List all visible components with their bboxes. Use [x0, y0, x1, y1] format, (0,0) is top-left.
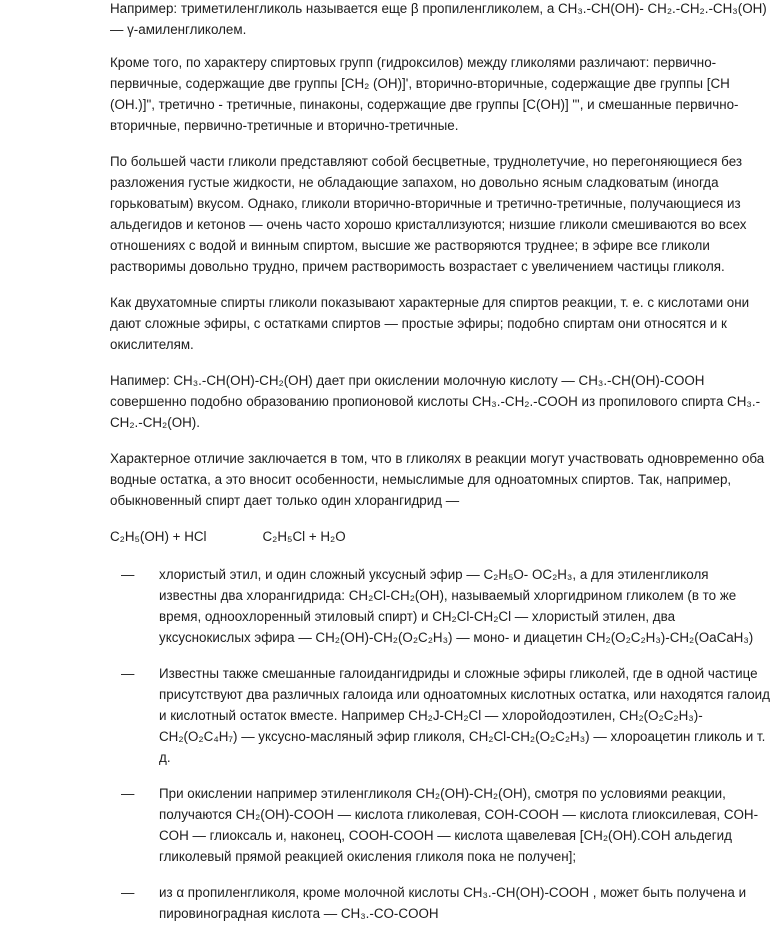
list-item-text: Известны также смешанные галоидангидриды и сложные эфиры гликолей, где в одной частице присутствуют два различных галоида или одноатомных кислотных остатка, или находятся галоид и кислотный остаток вместе. Например CH₂J-CH₂Cl — хлоройодоэтилен, CH₂(O₂C₂H₃)-CH₂(O₂C₄H₇) — уксусно-масляный эфир гликоля, CH₂Cl-CH₂(O₂C₂H₃) — хлороацетин гликоль и т. д. [159, 666, 770, 765]
list-item-text: хлористый этил, и один сложный уксусный эфир — C₂H₅O- OC₂H₃, а для этиленгликоля известны два хлорангидрида: CH₂Cl-CH₂(OH), называемый хлоргидрином гликолем (в то же время, одноохлоренный этиловый спирт) и CH₂Cl-CH₂Cl — хлористый этилен, два уксуснокислых эфира — CH₂(OH)-CH₂(O₂C₂H₃) — моно- и диацетин CH₂(O₂C₂H₃)-CH₂(OaCaH₃) [159, 567, 754, 645]
dash-marker: — [121, 786, 135, 801]
paragraph-trimethylene: Например: триметиленгликоль называется еще β пропиленгликолем, а CH₃.-CH(OH)- CH₂.-CH₂.-CH₃(OH) — γ-амиленгликолем. [110, 1, 767, 37]
paragraph-reactions: Как двухатомные спирты гликоли показывают характерные для спиртов реакции, т. е. с кислотами они дают сложные эфиры, с остатками спиртов — простые эфиры; подобно спиртам они относятся и к окислителям. [110, 295, 750, 352]
reaction-equation [110, 526, 770, 547]
list-item [110, 663, 770, 768]
list-item-text: При окислении например этиленгликоля CH₂(OH)-CH₂(OH), смотря по условиями реакции, получаются CH₂(OH)-COOH — кислота гликолевая, COH-COOH — кислота глиоксилевая, COH-COH — глиоксаль и, наконец, COOH-COOH — кислота щавелевая [CH₂(OH).COH альдегид гликолевый прямой реакцией окисления гликоля пока не получен]; [159, 786, 759, 864]
list-item [110, 564, 770, 648]
document-body [110, 0, 770, 939]
list-item [110, 783, 770, 867]
paragraph-oxidation-example: Напимер: CH₃.-CH(OH)-CH₂(OH) дает при окислении молочную кислоту — CH₃.-CH(OH)-COOH совершенно подобно образованию пропионовой кислоты CH₃.-CH₂.-COOH из пропилового спирта CH₃.-CH₂.-CH₂(OH). [110, 373, 761, 430]
dash-marker: — [121, 885, 135, 900]
paragraph-hydroxyl-classes: Кроме того, по характеру спиртовых групп (гидроксилов) между гликолями различают: первично-первичные, содержащие две группы [CH₂ (OH)]', вторично-вторичные, содержащие две группы [CH (OH.)]", третично - третичные, пинаконы, содержащие две группы [C(OH)] "', и смешанные первично-вторичные, первично-третичные и вторично-третичные. [110, 55, 739, 133]
list-item [110, 882, 770, 924]
equation-left: C₂H₅(OH) + HCl [110, 529, 207, 544]
paragraph-distinction: Характерное отличие заключается в том, что в гликолях в реакции могут участвовать одновременно оба водные остатка, а это вносит особенности, немыслимые для одноатомных спиртов. Так, например, обыкновенный спирт дает только один хлорангидрид — [110, 451, 765, 508]
dash-marker: — [121, 666, 135, 681]
dash-marker: — [121, 567, 135, 582]
paragraph-physical-properties: По большей части гликоли представляют собой бесцветные, труднолетучие, но перегоняющиеся без разложения густые жидкости, не обладающие запахом, но довольно ясным сладковатым (иногда горьковатым) вкусом. Однако, гликоли вторично-вторичные и третично-третичные, получающиеся из альдегидов и кетонов — очень часто хорошо кристаллизуются; низшие гликоли смешиваются во всех отношениях с водой и винным спиртом, высшие же растворяются труднее; в эфире все гликоли растворимы довольно трудно, причем растворимость возрастает с увеличением частицы гликоля. [110, 154, 747, 274]
equation-right: C₂H₅Cl + H₂O [262, 529, 346, 544]
list-item-text: из α пропиленгликоля, кроме молочной кислоты CH₃.-CH(OH)-COOH , может быть получена и пировиноградная кислота — CH₃.-CO-COOH [159, 885, 747, 921]
